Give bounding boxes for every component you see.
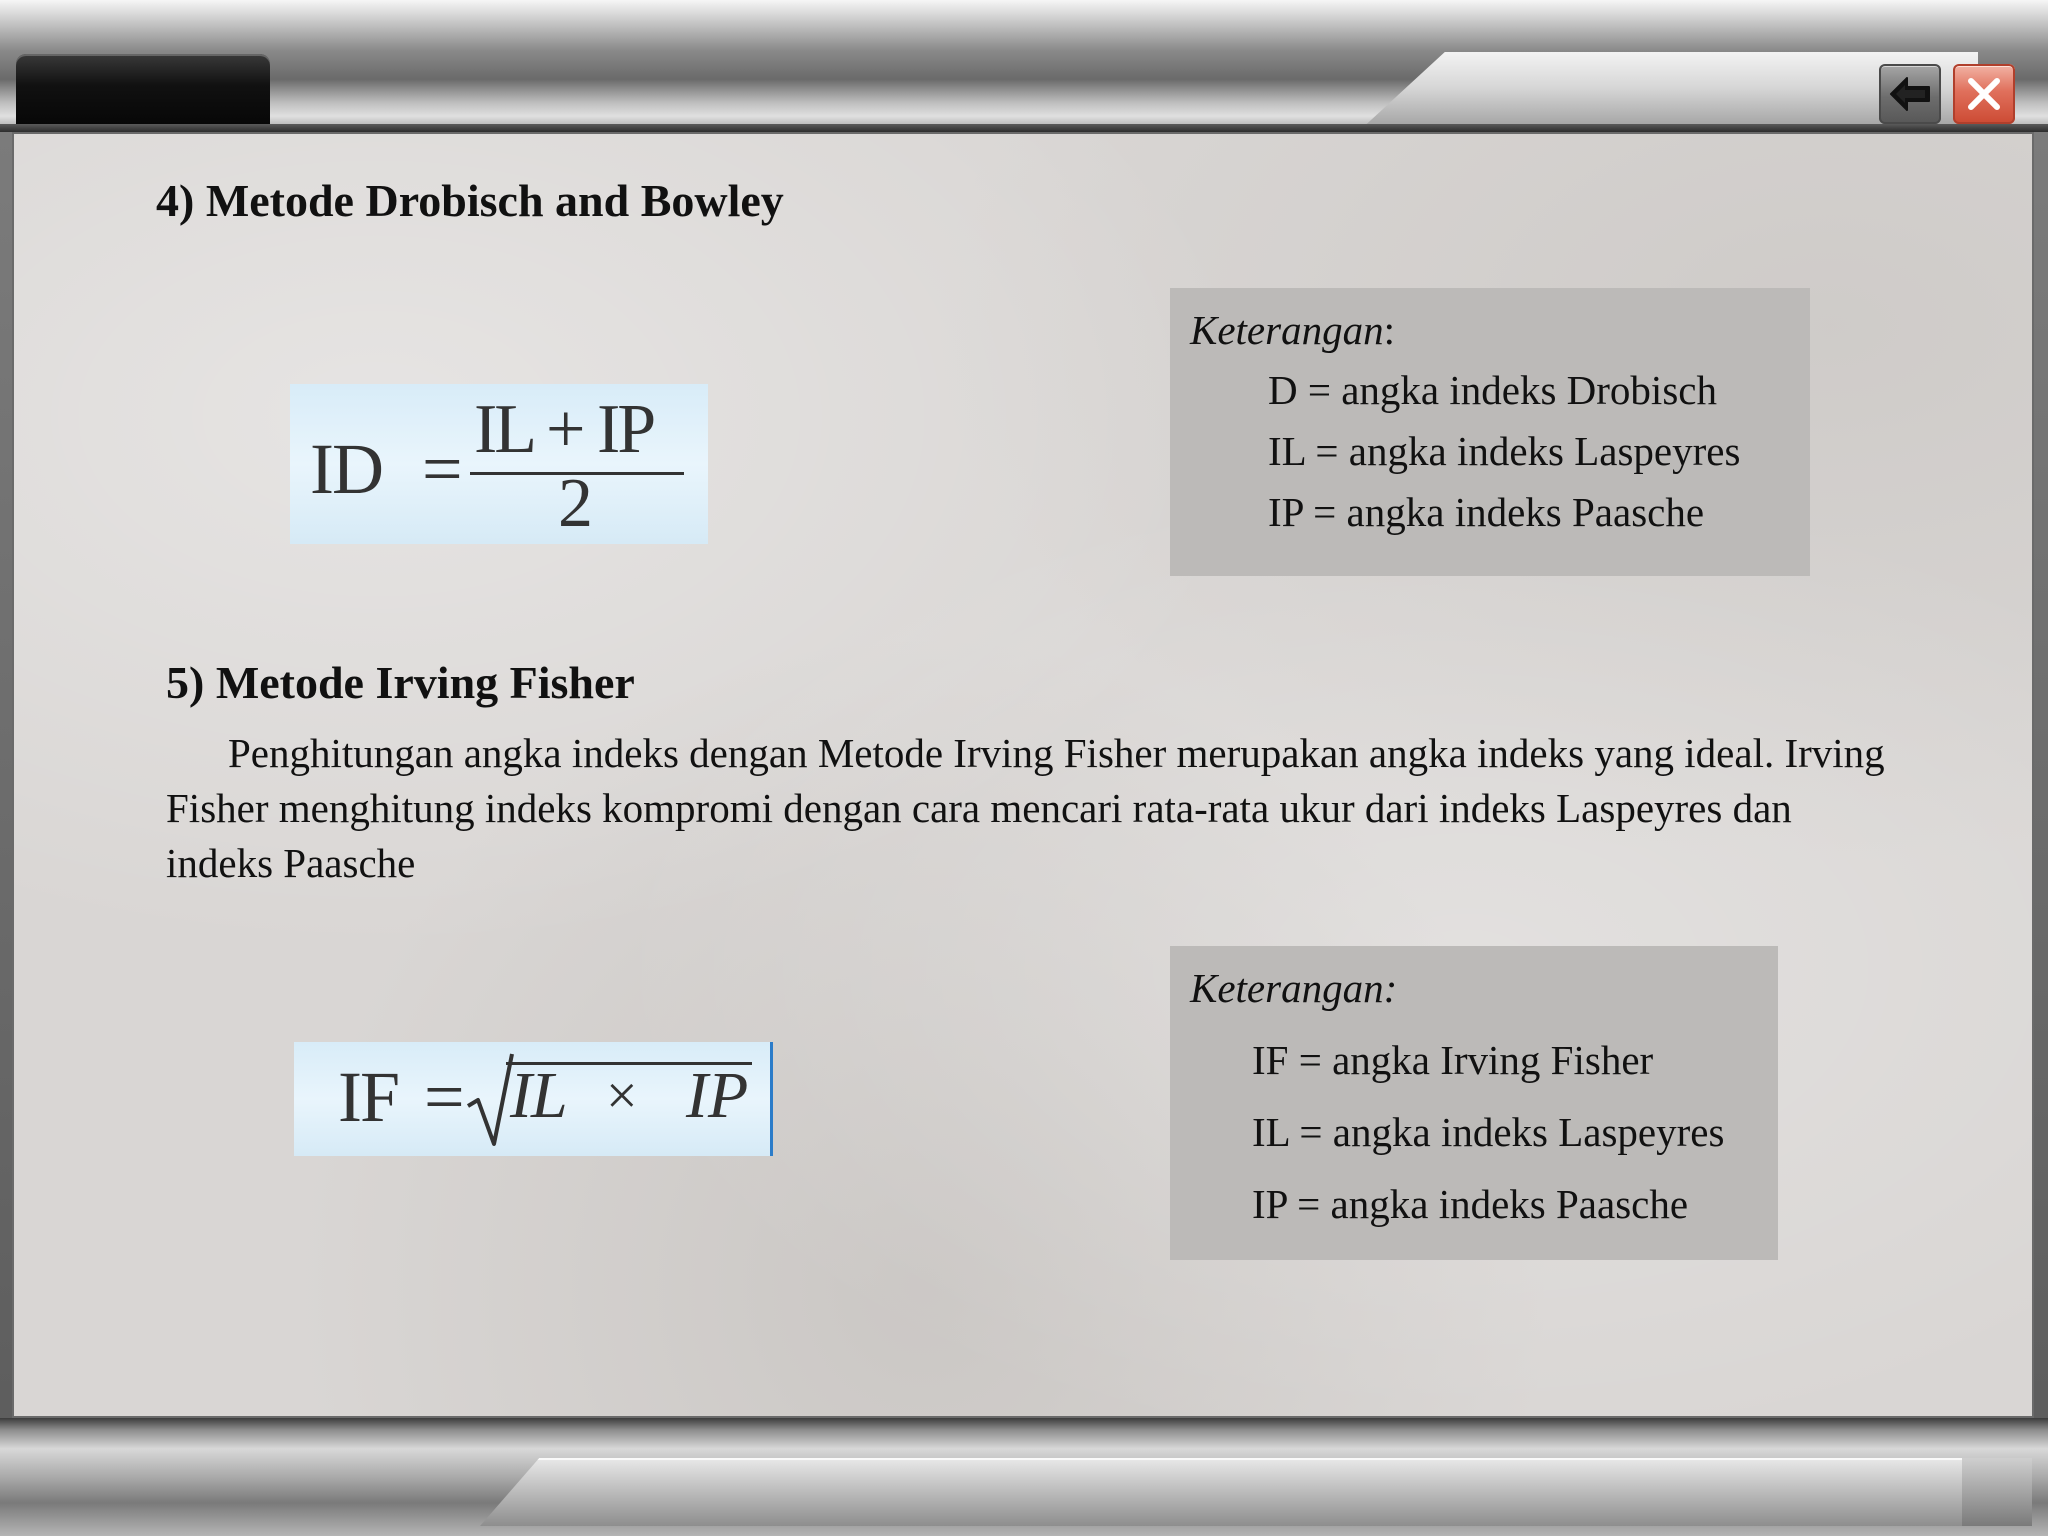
irving-fisher-legend xyxy=(1170,946,1778,1260)
legend-title: Keterangan: xyxy=(1190,965,1398,1011)
legend-line: IP = angka indeks Paasche xyxy=(1268,489,1705,535)
formula-lhs: IF xyxy=(338,1057,399,1137)
legend-line: IL = angka indeks Laspeyres xyxy=(1252,1109,1725,1155)
formula-term-2: IP xyxy=(686,1059,749,1132)
close-x-icon xyxy=(1963,73,2005,115)
close-button[interactable] xyxy=(1953,64,2015,124)
title-bar xyxy=(0,0,2048,132)
bottom-bar-slope xyxy=(480,1458,1962,1526)
drobisch-legend xyxy=(1170,288,1810,576)
drobisch-formula xyxy=(290,384,708,544)
bottom-bar-end xyxy=(1962,1458,2032,1526)
irving-fisher-description: Penghitungan angka indeks dengan Metode Irving Fisher merupakan angka indeks yang ideal. Irving Fisher menghitung indeks kompromi dengan cara mencari rata-rata ukur dari indeks Laspeyres dan indeks Paasche xyxy=(166,730,1885,886)
formula-term-1: IL xyxy=(510,1059,567,1132)
slide-content xyxy=(12,132,2034,1418)
formula-lhs: ID xyxy=(310,429,382,509)
formula-numerator: IL + IP xyxy=(474,391,654,468)
formula-equals: = xyxy=(424,1057,465,1137)
legend-line: IF = angka Irving Fisher xyxy=(1252,1037,1654,1083)
legend-line: IP = angka indeks Paasche xyxy=(1252,1181,1689,1227)
section-4-heading: 4) Metode Drobisch and Bowley xyxy=(156,175,784,226)
formula-denominator: 2 xyxy=(558,465,593,542)
irving-fisher-formula xyxy=(294,1042,773,1156)
formula-equals: = xyxy=(422,429,463,509)
formula-operator: × xyxy=(606,1065,638,1127)
section-5-heading: 5) Metode Irving Fisher xyxy=(166,657,635,708)
back-button[interactable] xyxy=(1879,64,1941,124)
legend-line: D = angka indeks Drobisch xyxy=(1268,367,1717,413)
legend-line: IL = angka indeks Laspeyres xyxy=(1268,428,1741,474)
title-bar-rail xyxy=(0,124,2048,132)
arrow-left-icon xyxy=(1887,74,1933,114)
title-tab xyxy=(16,54,270,132)
legend-title: Keterangan: xyxy=(1190,307,1395,353)
